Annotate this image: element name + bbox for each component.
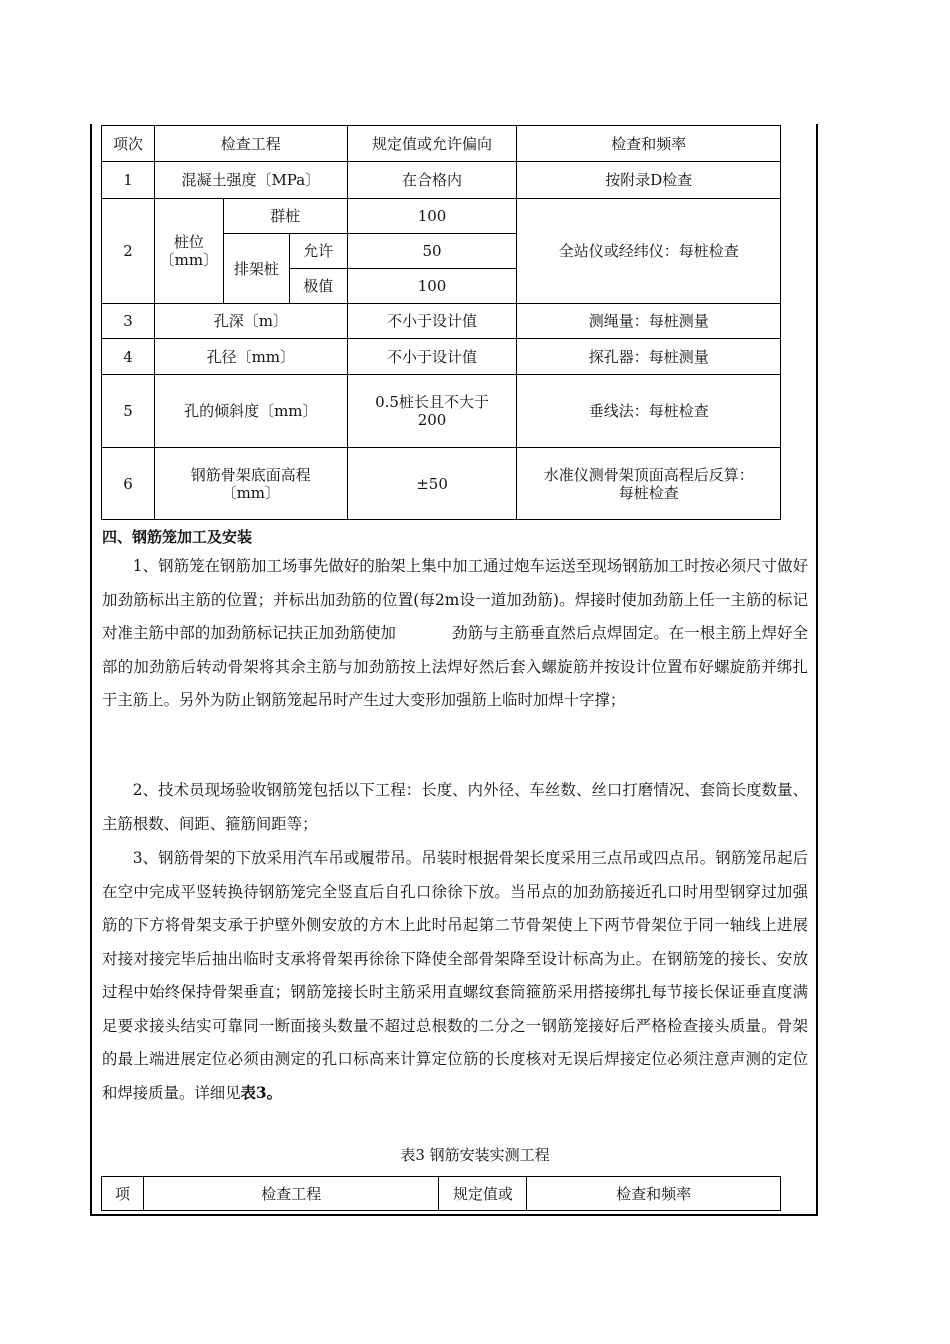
table-row <box>102 448 781 520</box>
table-cell <box>154 199 223 304</box>
cell-line: 〔mm〕 <box>221 483 281 502</box>
table-cell: 孔深〔m〕 <box>154 304 347 339</box>
table-reference: 表3。 <box>240 1083 283 1102</box>
cell-line: 桩位 <box>173 233 204 251</box>
header-cell: 项次 <box>102 126 155 162</box>
table-row <box>102 339 781 375</box>
header-cell: 项 <box>102 1177 144 1211</box>
table-cell <box>517 448 781 520</box>
paragraph-text: 1、钢筋笼在钢筋加工场事先做好的胎架上集中加工通过炮车运送至现场钢筋加工时按必须尺寸做好加劲筋标出主筋的位置；并标出加劲筋的位置(每2m设一道加劲筋)。焊接时使加劲筋上任一主筋的标记对准主筋中部的加劲筋标记扶正加劲筋使加 <box>102 557 808 642</box>
table-cell: 测绳量：每桩测量 <box>517 304 781 339</box>
table-cell: 垂线法：每桩检查 <box>517 375 781 448</box>
table-cell: 探孔器：每桩测量 <box>517 339 781 375</box>
table-row <box>102 304 781 339</box>
table-cell: 不小于设计值 <box>347 339 517 375</box>
table-cell: 2 <box>102 199 155 304</box>
paragraph-text: 3、钢筋骨架的下放采用汽车吊或履带吊。吊装时根据骨架长度采用三点吊或四点吊。钢筋笼吊起后在空中完成平竖转换待钢筋笼完全竖直后自孔口徐徐下放。当吊点的加劲筋接近孔口时用型钢穿过加强筋的下方将骨架支承于护壁外侧安放的方木上此时吊起第二节骨架使上下两节骨架位于同一轴线上进展对接对接完毕后抽出临时支承将骨架再徐徐下降使全部骨架降至设计标高为止。在钢筋笼的接长、安放过程中始终保持骨架垂直；钢筋笼接长时主筋采用直螺纹套筒箍筋采用搭接绑扎每节接长保证垂直度满足要求接头结实可靠同一断面接头数量不超过总根数的二分之一钢筋笼接好后严格检查接头质量。骨架的最上端进展定位必须由测定的孔口标高来计算定位筋的长度核对无误后焊接定位必须注意声测的定位和焊接质量。详细见 <box>102 849 808 1102</box>
table-cell <box>154 448 347 520</box>
table-caption: 表3 钢筋安装实测工程 <box>400 1146 550 1164</box>
header-cell: 规定值或允许偏向 <box>347 126 517 162</box>
header-cell: 检查和频率 <box>517 126 781 162</box>
section-title: 四、钢筋笼加工及安装 <box>102 528 253 546</box>
header-cell: 检查工程 <box>154 126 347 162</box>
rebar-inspection-table <box>101 1176 781 1211</box>
header-cell: 检查工程 <box>143 1177 439 1211</box>
table-cell: 1 <box>102 162 155 199</box>
cell-line: 每桩检查 <box>618 483 679 502</box>
table-cell: 50 <box>347 234 517 269</box>
table-cell: 3 <box>102 304 155 339</box>
table-cell: 全站仪或经纬仪：每桩检查 <box>517 199 781 304</box>
table-cell: 允许 <box>289 234 347 269</box>
cell-line: 0.5桩长且不大于 <box>375 393 489 411</box>
paragraph-3 <box>102 842 808 1110</box>
table-cell: 极值 <box>289 269 347 304</box>
header-cell: 检查和频率 <box>527 1177 781 1211</box>
table-cell: 5 <box>102 375 155 448</box>
paragraph-1 <box>102 550 808 718</box>
table-header-row <box>102 126 781 162</box>
table-cell: 在合格内 <box>347 162 517 199</box>
table-cell: 孔的倾斜度〔mm〕 <box>154 375 347 448</box>
table-cell <box>347 375 517 448</box>
paragraph-text: 劲筋与主筋垂直然后点焊固定。在一根主筋上焊好全部的加劲筋后转动骨架将其余主筋与加劲筋按上法焊好然后套入螺旋筋并按设计位置布好螺旋筋并绑扎于主筋上。另外为防止钢筋笼起吊时产生过大变形加强筋上临时加焊十字撑； <box>102 624 808 709</box>
table-cell: 不小于设计值 <box>347 304 517 339</box>
table-cell: 排架桩 <box>223 234 289 304</box>
table-row <box>102 375 781 448</box>
table-cell: 4 <box>102 339 155 375</box>
cell-line: 〔mm〕 <box>159 251 219 269</box>
paragraph-2: 2、技术员现场验收钢筋笼包括以下工程：长度、内外径、车丝数、丝口打磨情况、套筒长度数量、主筋根数、间距、箍筋间距等； <box>102 781 808 833</box>
table-cell: 100 <box>347 199 517 234</box>
cell-line: 水准仪测骨架顶面高程后反算： <box>543 465 754 484</box>
table-cell: 按附录D检查 <box>517 162 781 199</box>
table-cell: 孔径〔mm〕 <box>154 339 347 375</box>
table-header-row <box>102 1177 781 1211</box>
table-cell: ±50 <box>347 448 517 520</box>
header-cell: 规定值或 <box>439 1177 527 1211</box>
table-row <box>102 199 781 234</box>
table-cell: 混凝土强度〔MPa〕 <box>154 162 347 199</box>
table-cell: 100 <box>347 269 517 304</box>
table-row <box>102 162 781 199</box>
cell-line: 钢筋骨架底面高程 <box>190 465 311 484</box>
cell-line: 200 <box>417 411 447 429</box>
table-cell: 群桩 <box>223 199 347 234</box>
table-cell: 6 <box>102 448 155 520</box>
pile-inspection-table <box>101 125 781 520</box>
